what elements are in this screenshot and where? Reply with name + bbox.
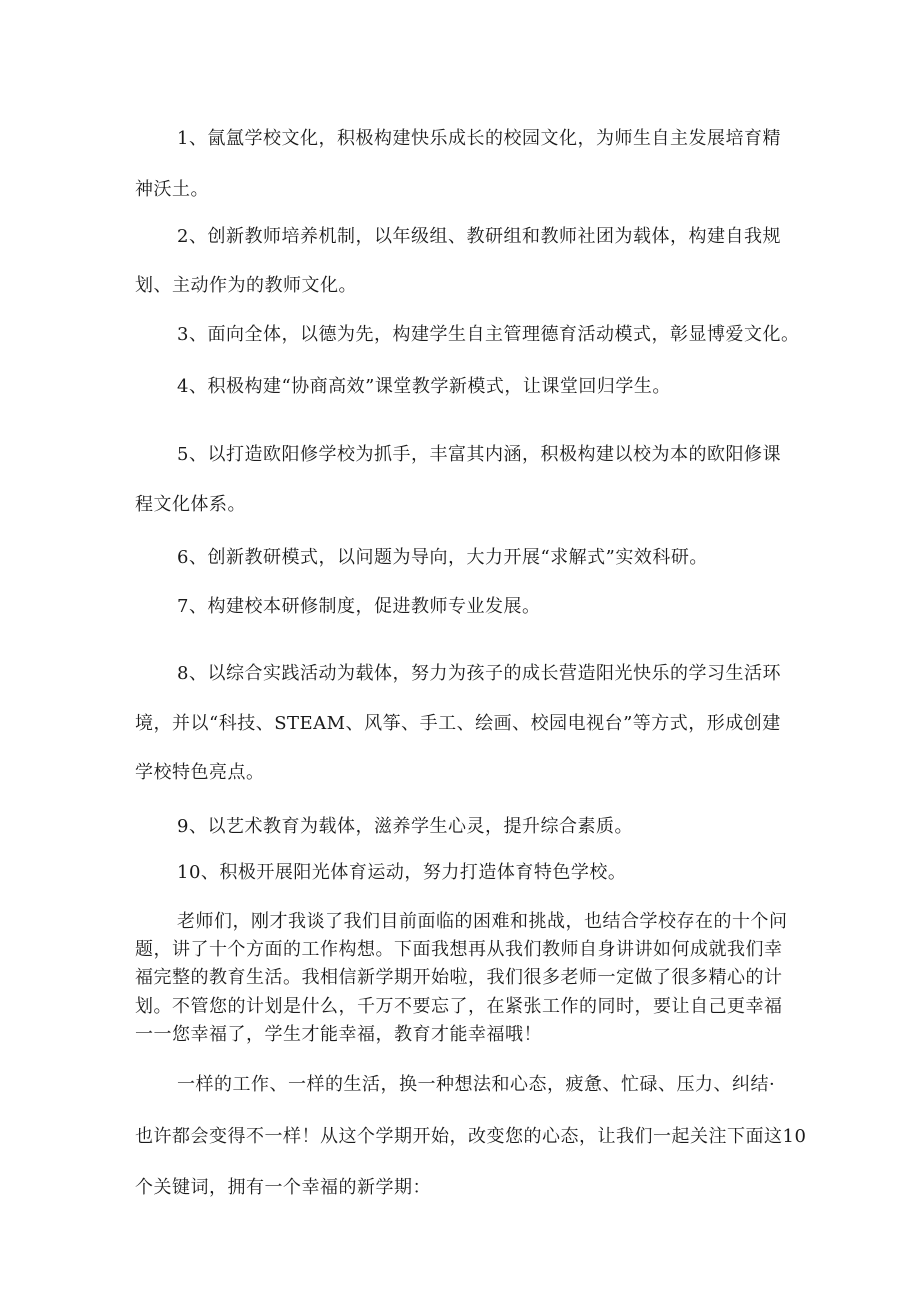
item-1-line-2: 神沃土。 <box>135 179 209 200</box>
item-4-line-1: 4、积极构建“协商高效”课堂教学新模式，让课堂回归学生。 <box>177 376 671 397</box>
item-10-line-1: 10、积极开展阳光体育运动，努力打造体育特色学校。 <box>177 862 627 883</box>
item-6-line-1: 6、创新教研模式，以问题为导向，大力开展“求解式”实效科研。 <box>177 547 708 568</box>
para2-line-3: 个关键词，拥有一个幸福的新学期： <box>135 1177 431 1198</box>
para1-line-4: 划。不管您的计划是什么，千万不要忘了，在紧张工作的同时，要让自己更幸福 <box>135 996 783 1017</box>
para1-line-5: 一一您幸福了，学生才能幸福，教育才能幸福哦！ <box>135 1024 542 1045</box>
item-8-line-3: 学校特色亮点。 <box>135 762 265 783</box>
item-9-line-1: 9、以艺术教育为载体，滋养学生心灵，提升综合素质。 <box>177 816 633 837</box>
para1-line-2: 题，讲了十个方面的工作构想。下面我想再从我们教师自身讲讲如何成就我们幸 <box>135 939 783 960</box>
item-2-line-1: 2、创新教师培养机制，以年级组、教研组和教师社团为载体，构建自我规 <box>177 226 781 247</box>
para2-line-1: 一样的工作、一样的生活，换一种想法和心态，疲惫、忙碌、压力、纠结· <box>177 1074 776 1095</box>
para1-line-3: 福完整的教育生活。我相信新学期开始啦，我们很多老师一定做了很多精心的计 <box>135 967 783 988</box>
item-5-line-1: 5、以打造欧阳修学校为抓手，丰富其内涵，积极构建以校为本的欧阳修课 <box>177 444 781 465</box>
item-8-line-1: 8、以综合实践活动为载体，努力为孩子的成长营造阳光快乐的学习生活环 <box>177 663 781 684</box>
para2-line-2: 也许都会变得不一样！从这个学期开始，改变您的心态，让我们一起关注下面这10 <box>135 1126 807 1147</box>
item-7-line-1: 7、构建校本研修制度，促进教师专业发展。 <box>177 596 541 617</box>
item-8-line-2: 境，并以“科技、STEAM、风筝、手工、绘画、校园电视台”等方式，形成创建 <box>135 713 781 734</box>
item-3-line-1: 3、面向全体，以德为先，构建学生自主管理德育活动模式，彰显博爱文化。 <box>177 324 800 345</box>
item-5-line-2: 程文化体系。 <box>135 494 246 515</box>
item-1-line-1: 1、氤氲学校文化，积极构建快乐成长的校园文化，为师生自主发展培育精 <box>177 128 781 149</box>
para1-line-1: 老师们，刚才我谈了我们目前面临的困难和挑战，也结合学校存在的十个问 <box>177 911 788 932</box>
item-2-line-2: 划、主动作为的教师文化。 <box>135 275 357 296</box>
